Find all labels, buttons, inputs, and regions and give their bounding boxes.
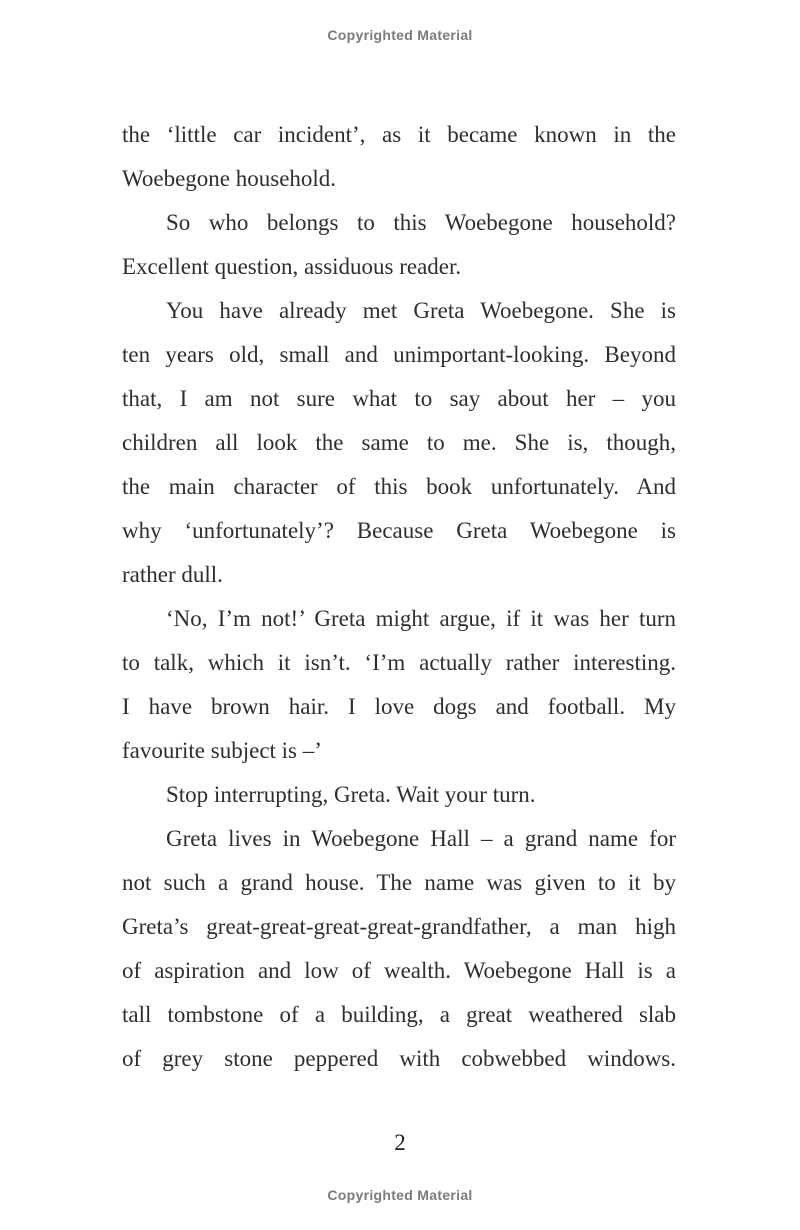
text-line: of grey stone peppered with cobwebbed windows.: [122, 1046, 676, 1071]
text-line: not such a grand house. The name was given to it by: [122, 870, 676, 895]
text-line: Excellent question, assiduous reader.: [122, 254, 462, 279]
text-line: Stop interrupting, Greta. Wait your turn.: [166, 782, 536, 807]
body-text: [122, 113, 676, 1081]
text-line: You have already met Greta Woebegone. She is: [166, 298, 676, 323]
text-line: children all look the same to me. She is, though,: [122, 430, 676, 455]
text-line: rather dull.: [122, 562, 223, 587]
text-line: that, I am not sure what to say about her – you: [122, 386, 676, 411]
copyright-watermark-bottom: Copyrighted Material: [327, 1187, 473, 1203]
copyright-watermark-top: Copyrighted Material: [327, 27, 473, 43]
text-line: tall tombstone of a building, a great weathered slab: [122, 1002, 676, 1027]
text-line: to talk, which it isn’t. ‘I’m actually rather interesting.: [122, 650, 676, 675]
text-line: Woebegone household.: [122, 166, 337, 191]
text-line: ten years old, small and unimportant-looking. Beyond: [122, 342, 676, 367]
text-line: why ‘unfortunately’? Because Greta Woebegone is: [122, 518, 676, 543]
text-line: the main character of this book unfortunately. And: [122, 474, 676, 499]
text-line: of aspiration and low of wealth. Woebegone Hall is a: [122, 958, 676, 983]
text-line: Greta lives in Woebegone Hall – a grand name for: [166, 826, 676, 851]
text-line: I have brown hair. I love dogs and football. My: [122, 694, 676, 719]
text-line: favourite subject is –’: [122, 738, 322, 763]
text-line: So who belongs to this Woebegone household?: [166, 210, 676, 235]
page-number: 2: [394, 1130, 406, 1155]
text-line: ‘No, I’m not!’ Greta might argue, if it was her turn: [166, 606, 676, 631]
text-line: Greta’s great-great-great-great-grandfather, a man high: [122, 914, 676, 939]
text-line: the ‘little car incident’, as it became known in the: [122, 122, 676, 147]
